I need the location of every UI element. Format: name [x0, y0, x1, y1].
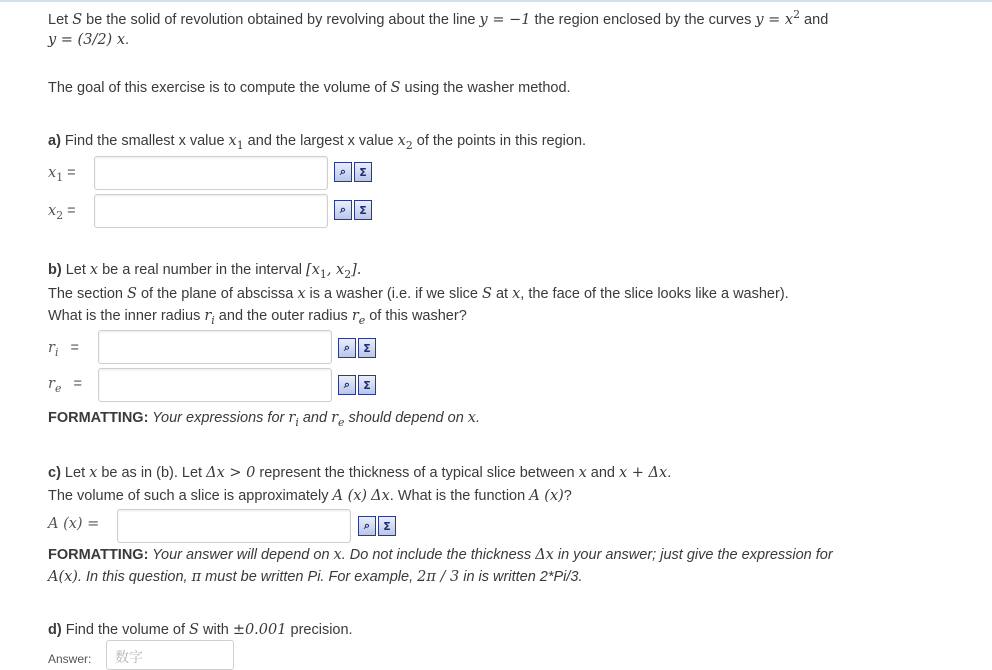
- ri-input[interactable]: [98, 330, 332, 364]
- preview-icon[interactable]: ⌕: [338, 375, 356, 395]
- part-c-line-2: The volume of such a slice is approximately A (x) Δx. What is the function A (x)?: [48, 488, 572, 504]
- Ax-input[interactable]: [117, 509, 351, 543]
- x2-tools: [334, 200, 372, 222]
- answer-label: Answer:: [48, 652, 92, 666]
- equation-editor-icon[interactable]: Σ: [354, 162, 372, 182]
- preview-icon[interactable]: ⌕: [358, 516, 376, 536]
- equation-editor-icon[interactable]: Σ: [358, 375, 376, 395]
- preview-icon[interactable]: ⌕: [334, 200, 352, 220]
- top-border: [0, 0, 992, 2]
- part-b-formatting: FORMATTING: Your expressions for $r_i$ and $r_e$ should depend on x.: [48, 410, 481, 429]
- x2-field-label: $x_2$ =: [48, 203, 76, 222]
- part-c-line-1: c) Let x be as in (b). Let Δx > 0 represent the thickness of a typical slice between x and x + Δx.: [48, 465, 672, 481]
- part-c-formatting-1: FORMATTING: Your answer will depend on x. Do not include the thickness Δx in your answer; just give the expression for: [48, 547, 833, 563]
- ri-tools: [338, 338, 376, 360]
- x1-input[interactable]: [94, 156, 328, 190]
- intro-line-1: Let S be the solid of revolution obtained by revolving about the line y = −1 the region enclosed by the curves $y = x^2$ and: [48, 8, 829, 28]
- intro-line-2: y = (3/2) x.: [48, 32, 130, 48]
- goal-text: The goal of this exercise is to compute the volume of S using the washer method.: [48, 80, 571, 96]
- part-c-formatting-2: A(x). In this question, π must be written Pi. For example, 2π / 3 in is written 2*Pi/3.: [48, 569, 583, 585]
- x1-tools: [334, 162, 372, 184]
- answer-input[interactable]: [106, 640, 234, 670]
- re-input[interactable]: [98, 368, 332, 402]
- ri-field-label: $r_i$ =: [48, 340, 79, 359]
- part-b-line-1: b) Let x be a real number in the interval [$x_1$, $x_2$].: [48, 262, 362, 281]
- equation-editor-icon[interactable]: Σ: [354, 200, 372, 220]
- preview-icon[interactable]: ⌕: [338, 338, 356, 358]
- part-b-line-3: What is the inner radius $r_i$ and the outer radius $r_e$ of this washer?: [48, 308, 467, 327]
- equation-editor-icon[interactable]: Σ: [358, 338, 376, 358]
- answer-placeholder: 数字: [115, 649, 143, 665]
- equation-editor-icon[interactable]: Σ: [378, 516, 396, 536]
- part-d-question: d) Find the volume of S with ±0.001 precision.: [48, 622, 353, 638]
- part-a-question: a) Find the smallest x value $x_1$ and the largest x value $x_2$ of the points in this region.: [48, 133, 587, 152]
- Ax-field-label: A (x) =: [48, 516, 100, 532]
- re-tools: [338, 375, 376, 397]
- Ax-tools: [358, 516, 396, 538]
- x2-input[interactable]: [94, 194, 328, 228]
- preview-icon[interactable]: ⌕: [334, 162, 352, 182]
- re-field-label: $r_e$ =: [48, 376, 82, 395]
- part-b-line-2: The section S of the plane of abscissa x is a washer (i.e. if we slice S at x, the face of the slice looks like a washer).: [48, 286, 789, 302]
- x1-field-label: $x_1$ =: [48, 165, 76, 184]
